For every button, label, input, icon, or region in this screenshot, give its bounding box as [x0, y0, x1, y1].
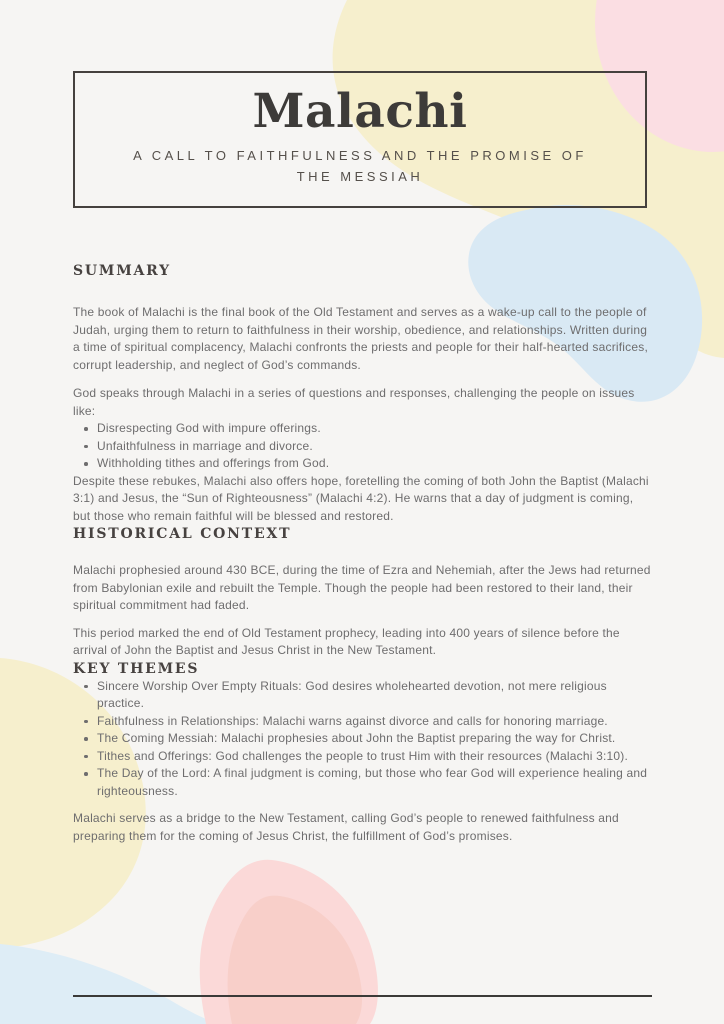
list-item: Sincere Worship Over Empty Rituals: God desires wholehearted devotion, not mere religious practice.: [97, 678, 651, 713]
summary-heading: SUMMARY: [73, 263, 171, 279]
list-item: Unfaithfulness in marriage and divorce.: [97, 438, 651, 456]
historical-context-heading: HISTORICAL CONTEXT: [73, 526, 292, 542]
page-subtitle: A CALL TO FAITHFULNESS AND THE PROMISE OF THE MESSIAH: [133, 147, 587, 184]
list-item: Disrespecting God with impure offerings.: [97, 420, 651, 438]
historical-paragraph-1: Malachi prophesied around 430 BCE, during the time of Ezra and Nehemiah, after the Jews had returned from Babylonian exile and rebuilt the Temple. Though the people had been restored to their land, their spiritual commitment had faded.: [73, 563, 651, 612]
list-item: The Coming Messiah: Malachi prophesies about John the Baptist preparing the way for Christ.: [97, 730, 651, 748]
blue-blob-bottom-left: [0, 944, 218, 1024]
list-item: The Day of the Lord: A final judgment is coming, but those who fear God will experience healing and righteousness.: [97, 765, 651, 800]
summary-bullet-list: [73, 420, 651, 473]
summary-paragraph-2: God speaks through Malachi in a series of questions and responses, challenging the people on issues like:: [73, 386, 635, 418]
summary-paragraph-1: The book of Malachi is the final book of the Old Testament and serves as a wake-up call to the people of Judah, urging them to return to faithfulness in their worship, obedience, and relationships. Written during a time of spiritual complacency, Malachi confronts the priests and people for their half-hearted sacrifices, corrupt leadership, and neglect of God’s commands.: [73, 305, 648, 372]
historical-paragraph-2: This period marked the end of Old Testament prophecy, leading into 400 years of silence before the arrival of John the Baptist and Jesus Christ in the New Testament.: [73, 625, 620, 657]
footer-divider: [73, 995, 652, 997]
key-themes-heading: KEY THEMES: [73, 660, 200, 677]
list-item: Tithes and Offerings: God challenges the people to trust Him with their resources (Malachi 3:10).: [97, 748, 651, 766]
summary-paragraph-3: Despite these rebukes, Malachi also offers hope, foretelling the coming of both John the Baptist (Malachi 3:1) and Jesus, the “Sun of Righteousness” (Malachi 4:2). He warns that a day of judgment is coming, but those who remain faithful will be blessed and restored.: [73, 473, 649, 523]
title-box: [73, 71, 647, 208]
list-item: Faithfulness in Relationships: Malachi warns against divorce and calls for honoring marriage.: [97, 713, 651, 731]
list-item: Withholding tithes and offerings from God.: [97, 455, 651, 473]
document-content: [73, 262, 651, 845]
key-themes-bullet-list: [73, 678, 651, 801]
closing-paragraph: Malachi serves as a bridge to the New Testament, calling God’s people to renewed faithfulness and preparing them for the coming of Jesus Christ, the fulfillment of God’s promises.: [73, 811, 619, 843]
page-title: Malachi: [252, 84, 468, 139]
